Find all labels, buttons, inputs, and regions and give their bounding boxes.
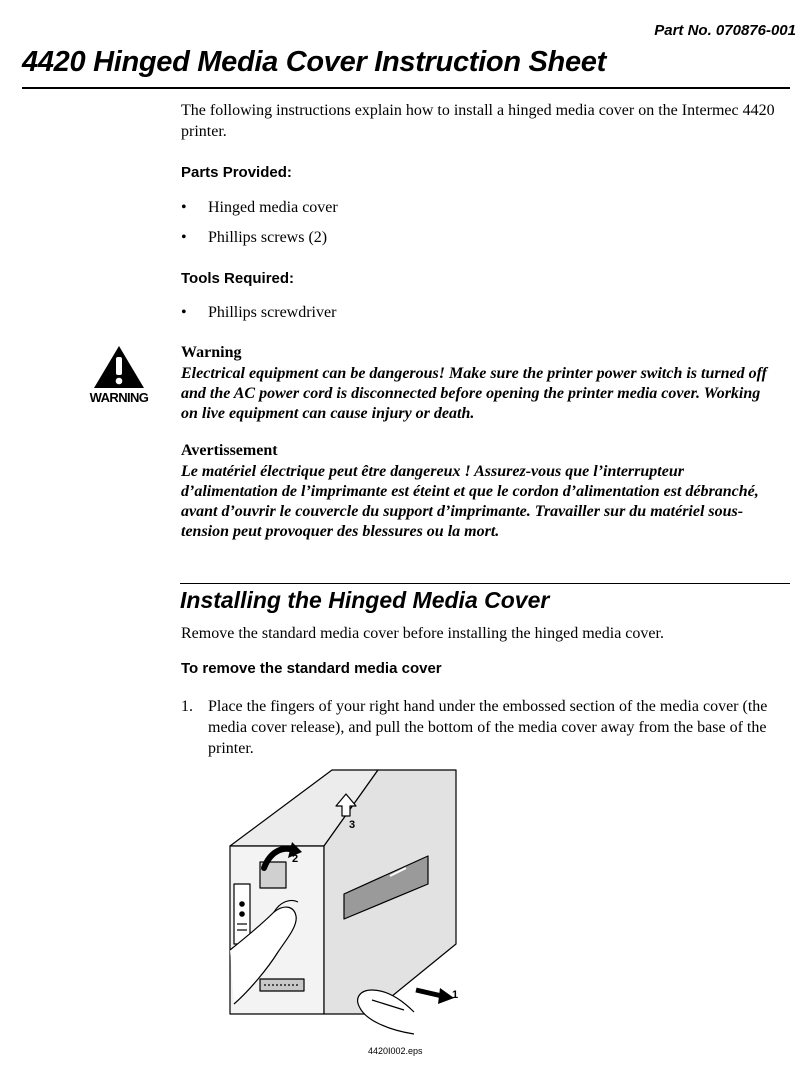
parts-provided-heading: Parts Provided: (181, 164, 292, 181)
step-number: 1. (181, 698, 193, 715)
document-title: 4420 Hinged Media Cover Instruction Sheet (22, 46, 606, 78)
warning-heading: Warning (181, 344, 242, 361)
tools-item-1: Phillips screwdriver (208, 304, 337, 321)
title-rule (22, 87, 790, 89)
avertissement-heading: Avertissement (181, 442, 278, 459)
intro-paragraph: The following instructions explain how to install a hinged media cover on the Intermec 4420 printer. (181, 102, 775, 140)
avertissement-text: Le matériel électrique peut être dangereux ! Assurez-vous que l’interrupteur d’alimentation de l’imprimante est éteint et que le cordon d’alimentation est débranché, avant d’ouvrir le couvercle du support d’imprimante. Travailler sur du matériel sous-tension peut provoquer des blessures ou la mort. (181, 463, 759, 540)
list-item (181, 227, 327, 248)
printer-illustration (220, 764, 520, 1044)
bullet-icon: • (181, 304, 187, 321)
bullet-icon: • (181, 229, 187, 246)
part-number: Part No. 070876-001 (654, 22, 796, 39)
right-hand-icon (358, 990, 414, 1034)
section-rule (180, 583, 790, 584)
section-intro: Remove the standard media cover before installing the hinged media cover. (181, 625, 664, 642)
callout-1: 1 (452, 989, 459, 1001)
warning-text: Electrical equipment can be dangerous! Make sure the printer power switch is turned off and the AC power cord is disconnected before opening the printer media cover. Working on live equipment can cause injury or death. (181, 365, 767, 422)
step-1 (181, 696, 791, 759)
tools-required-heading: Tools Required: (181, 270, 295, 287)
figure-caption: 4420I002.eps (368, 1046, 423, 1056)
bullet-icon: • (181, 199, 187, 216)
section-title: Installing the Hinged Media Cover (180, 587, 550, 613)
callout-2: 2 (292, 853, 299, 865)
step-text: Place the fingers of your right hand under the embossed section of the media cover (the media cover release), and pull the bottom of the media cover away from the base of the printer. (208, 698, 768, 757)
list-item (181, 302, 336, 323)
warning-icon-label: WARNING (89, 390, 149, 405)
callout-3: 3 (349, 819, 356, 831)
list-item (181, 197, 338, 218)
parts-item-1: Hinged media cover (208, 199, 338, 216)
arrow-out-icon (416, 990, 442, 996)
warning-icon (86, 344, 152, 406)
procedure-heading: To remove the standard media cover (181, 660, 442, 677)
parts-item-2: Phillips screws (2) (208, 229, 328, 246)
